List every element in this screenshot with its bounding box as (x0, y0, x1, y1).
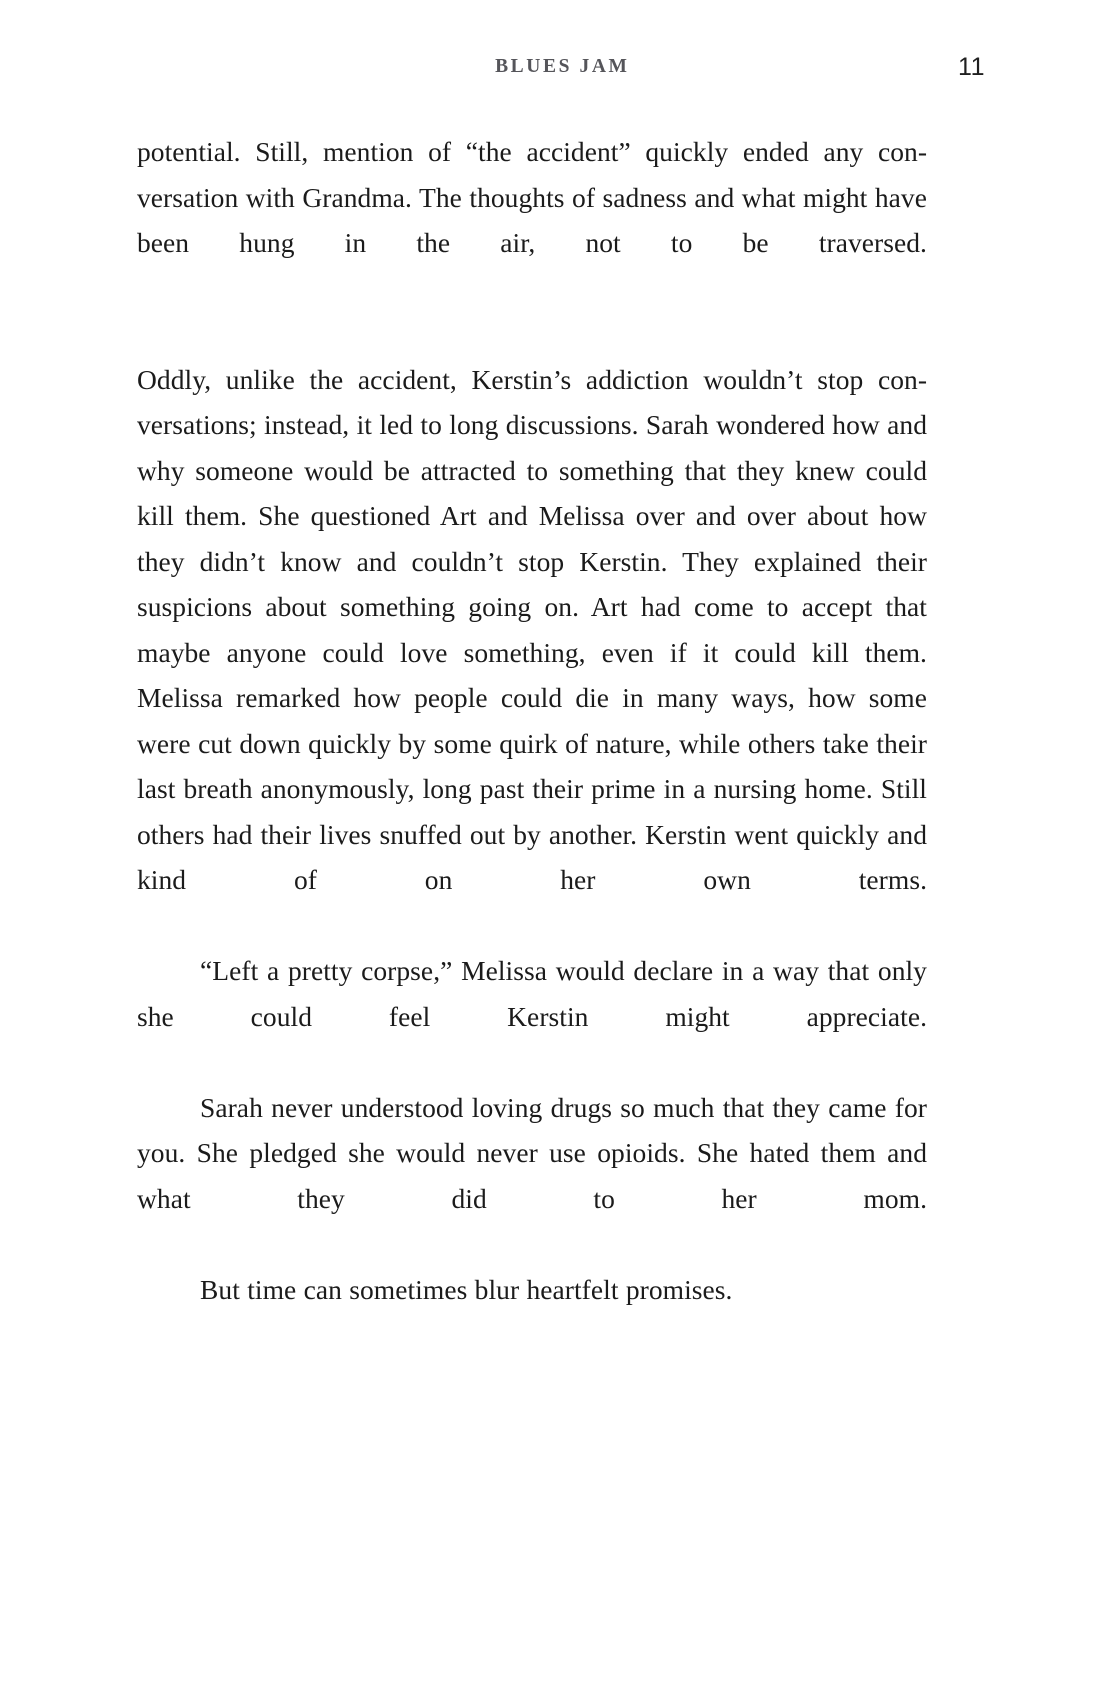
running-head-title: BLUES JAM (495, 56, 630, 77)
paragraph-1: potential. Still, mention of “the accident” quickly ended any conversation with Grandma. The thoughts of sadness and what might have been hung in the air, not to be traversed. (137, 136, 927, 258)
paragraph-5: But time can sometimes blur heartfelt promises. (200, 1273, 733, 1305)
paragraph-2: Oddly, unlike the accident, Kerstin’s addiction wouldn’t stop conversations; instead, it led to long discussions. Sarah wondered how and why someone would be attracted to something that they knew could kill them. She questioned Art and Melissa over and over about how they didn’t know and couldn’t stop Kerstin. They explained their suspicions about something going on. Art had come to accept that maybe anyone could love something, even if it could kill them. Melissa remarked how people could die in many ways, how some were cut down quickly by some quirk of nature, while others take their last breath anonymously, long past their prime in a nursing home. Still others had their lives snuffed out by another. Kerstin went quickly and kind of on her own terms. (137, 363, 927, 895)
paragraph-spacer (137, 311, 927, 357)
page-number: 11 (958, 53, 985, 81)
paragraph-3: “Left a pretty corpse,” Melissa would declare in a way that only she could feel Kerstin might appreciate. (137, 955, 927, 1032)
body-text-block (137, 129, 927, 1312)
paragraph-4: Sarah never understood loving drugs so much that they came for you. She pledged she would never use opioids. She hated them and what they did to her mom. (137, 1091, 927, 1214)
running-head (137, 52, 985, 86)
